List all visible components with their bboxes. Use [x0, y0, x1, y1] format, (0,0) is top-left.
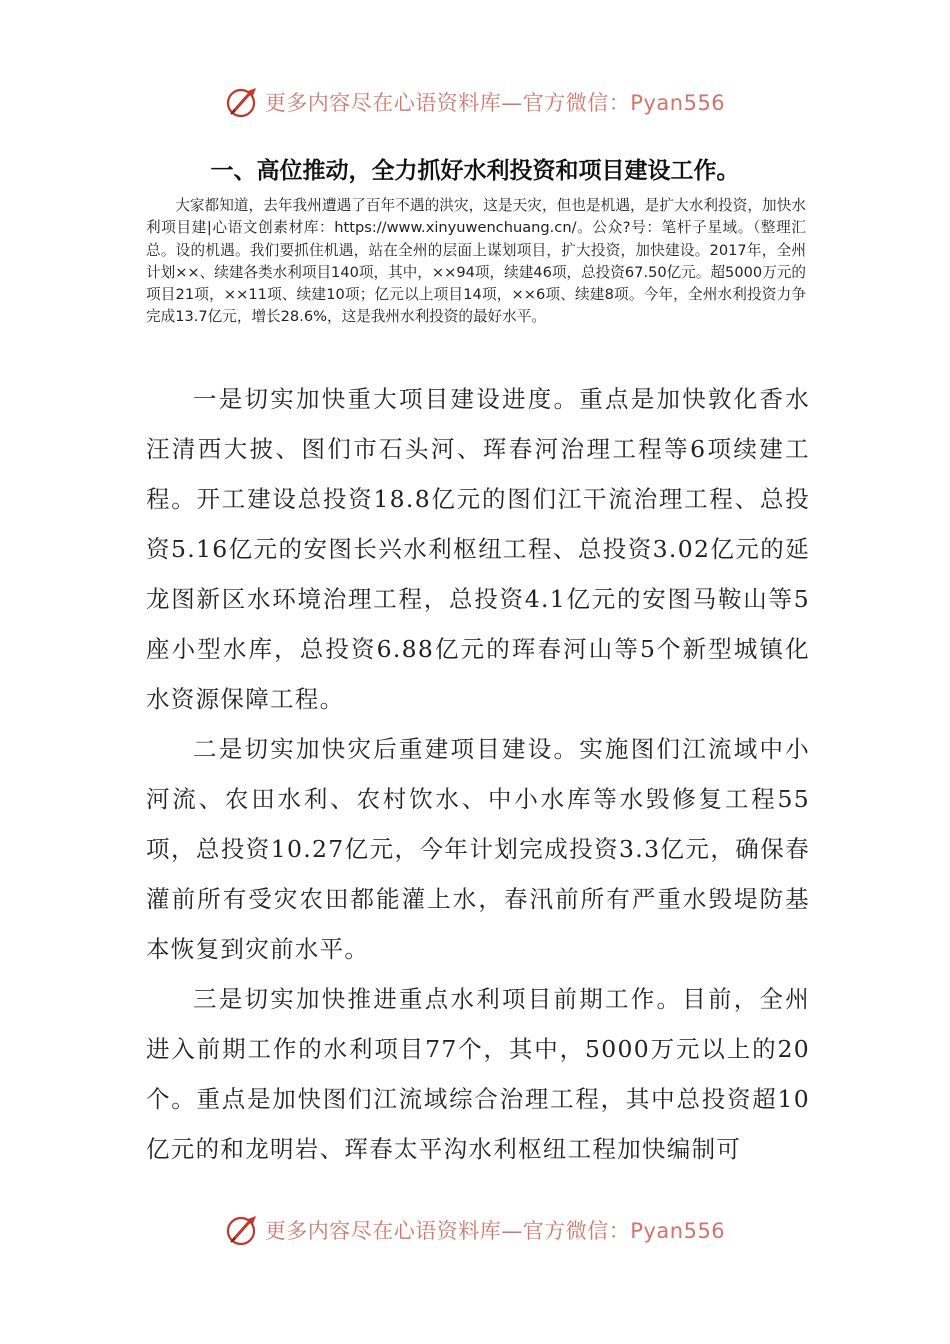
document-body [146, 374, 810, 1174]
footer-banner [0, 1210, 950, 1250]
pen-logo-icon [225, 1212, 261, 1248]
paragraph-1: 一是切实加快重大项目建设进度。重点是加快敦化香水汪清西大披、图们市石头河、珲春河治理工程等6项续建工程。开工建设总投资18.8亿元的图们江干流治理工程、总投资5.16亿元的安图长兴水利枢纽工程、总投资3.02亿元的延龙图新区水环境治理工程，总投资4.1亿元的安图马鞍山等5座小型水库，总投资6.88亿元的珲春河山等5个新型城镇化水资源保障工程。 [146, 385, 810, 713]
paragraph-2: 二是切实加快灾后重建项目建设。实施图们江流域中小河流、农田水利、农村饮水、中小水库等水毁修复工程55项，总投资10.27亿元，今年计划完成投资3.3亿元，确保春灌前所有受灾农田都能灌上水，春汛前所有严重水毁堤防基本恢复到灾前水平。 [146, 735, 810, 963]
banner-text: 更多内容尽在心语资料库—官方微信：Pyan556 [264, 91, 726, 115]
header-banner [0, 82, 950, 122]
section-title: 一、高位推动，全力抓好水利投资和项目建设工作。 [210, 158, 740, 184]
pen-logo-icon [225, 84, 261, 120]
intro-paragraph: 大家都知道，去年我州遭遇了百年不遇的洪灾，这是天灾，但也是机遇，是扩大水利投资，加快水利项目建|心语文创素材库：https://www.xinyuwenchuang.cn/。公众?号：笔杆子星域。（整理汇总。设的机遇。我们要抓住机遇，站在全州的层面上谋划项目，扩大投资，加快建设。2017年，全州计划××、续建各类水利项目140项，其中，××94项，续建46项，总投资67.50亿元。超5000万元的项目21项，××11项、续建10项；亿元以上项目14项，××6项、续建8项。今年，全州水利投资力争完成13.7亿元，增长28.6%，这是我州水利投资的最好水平。 [146, 197, 806, 326]
banner-text: 更多内容尽在心语资料库—官方微信：Pyan556 [264, 1219, 726, 1243]
paragraph-3: 三是切实加快推进重点水利项目前期工作。目前，全州进入前期工作的水利项目77个，其中，5000万元以上的20个。重点是加快图们江流域综合治理工程，其中总投资超10亿元的和龙明岩、珲春太平沟水利枢纽工程加快编制可 [146, 985, 810, 1163]
